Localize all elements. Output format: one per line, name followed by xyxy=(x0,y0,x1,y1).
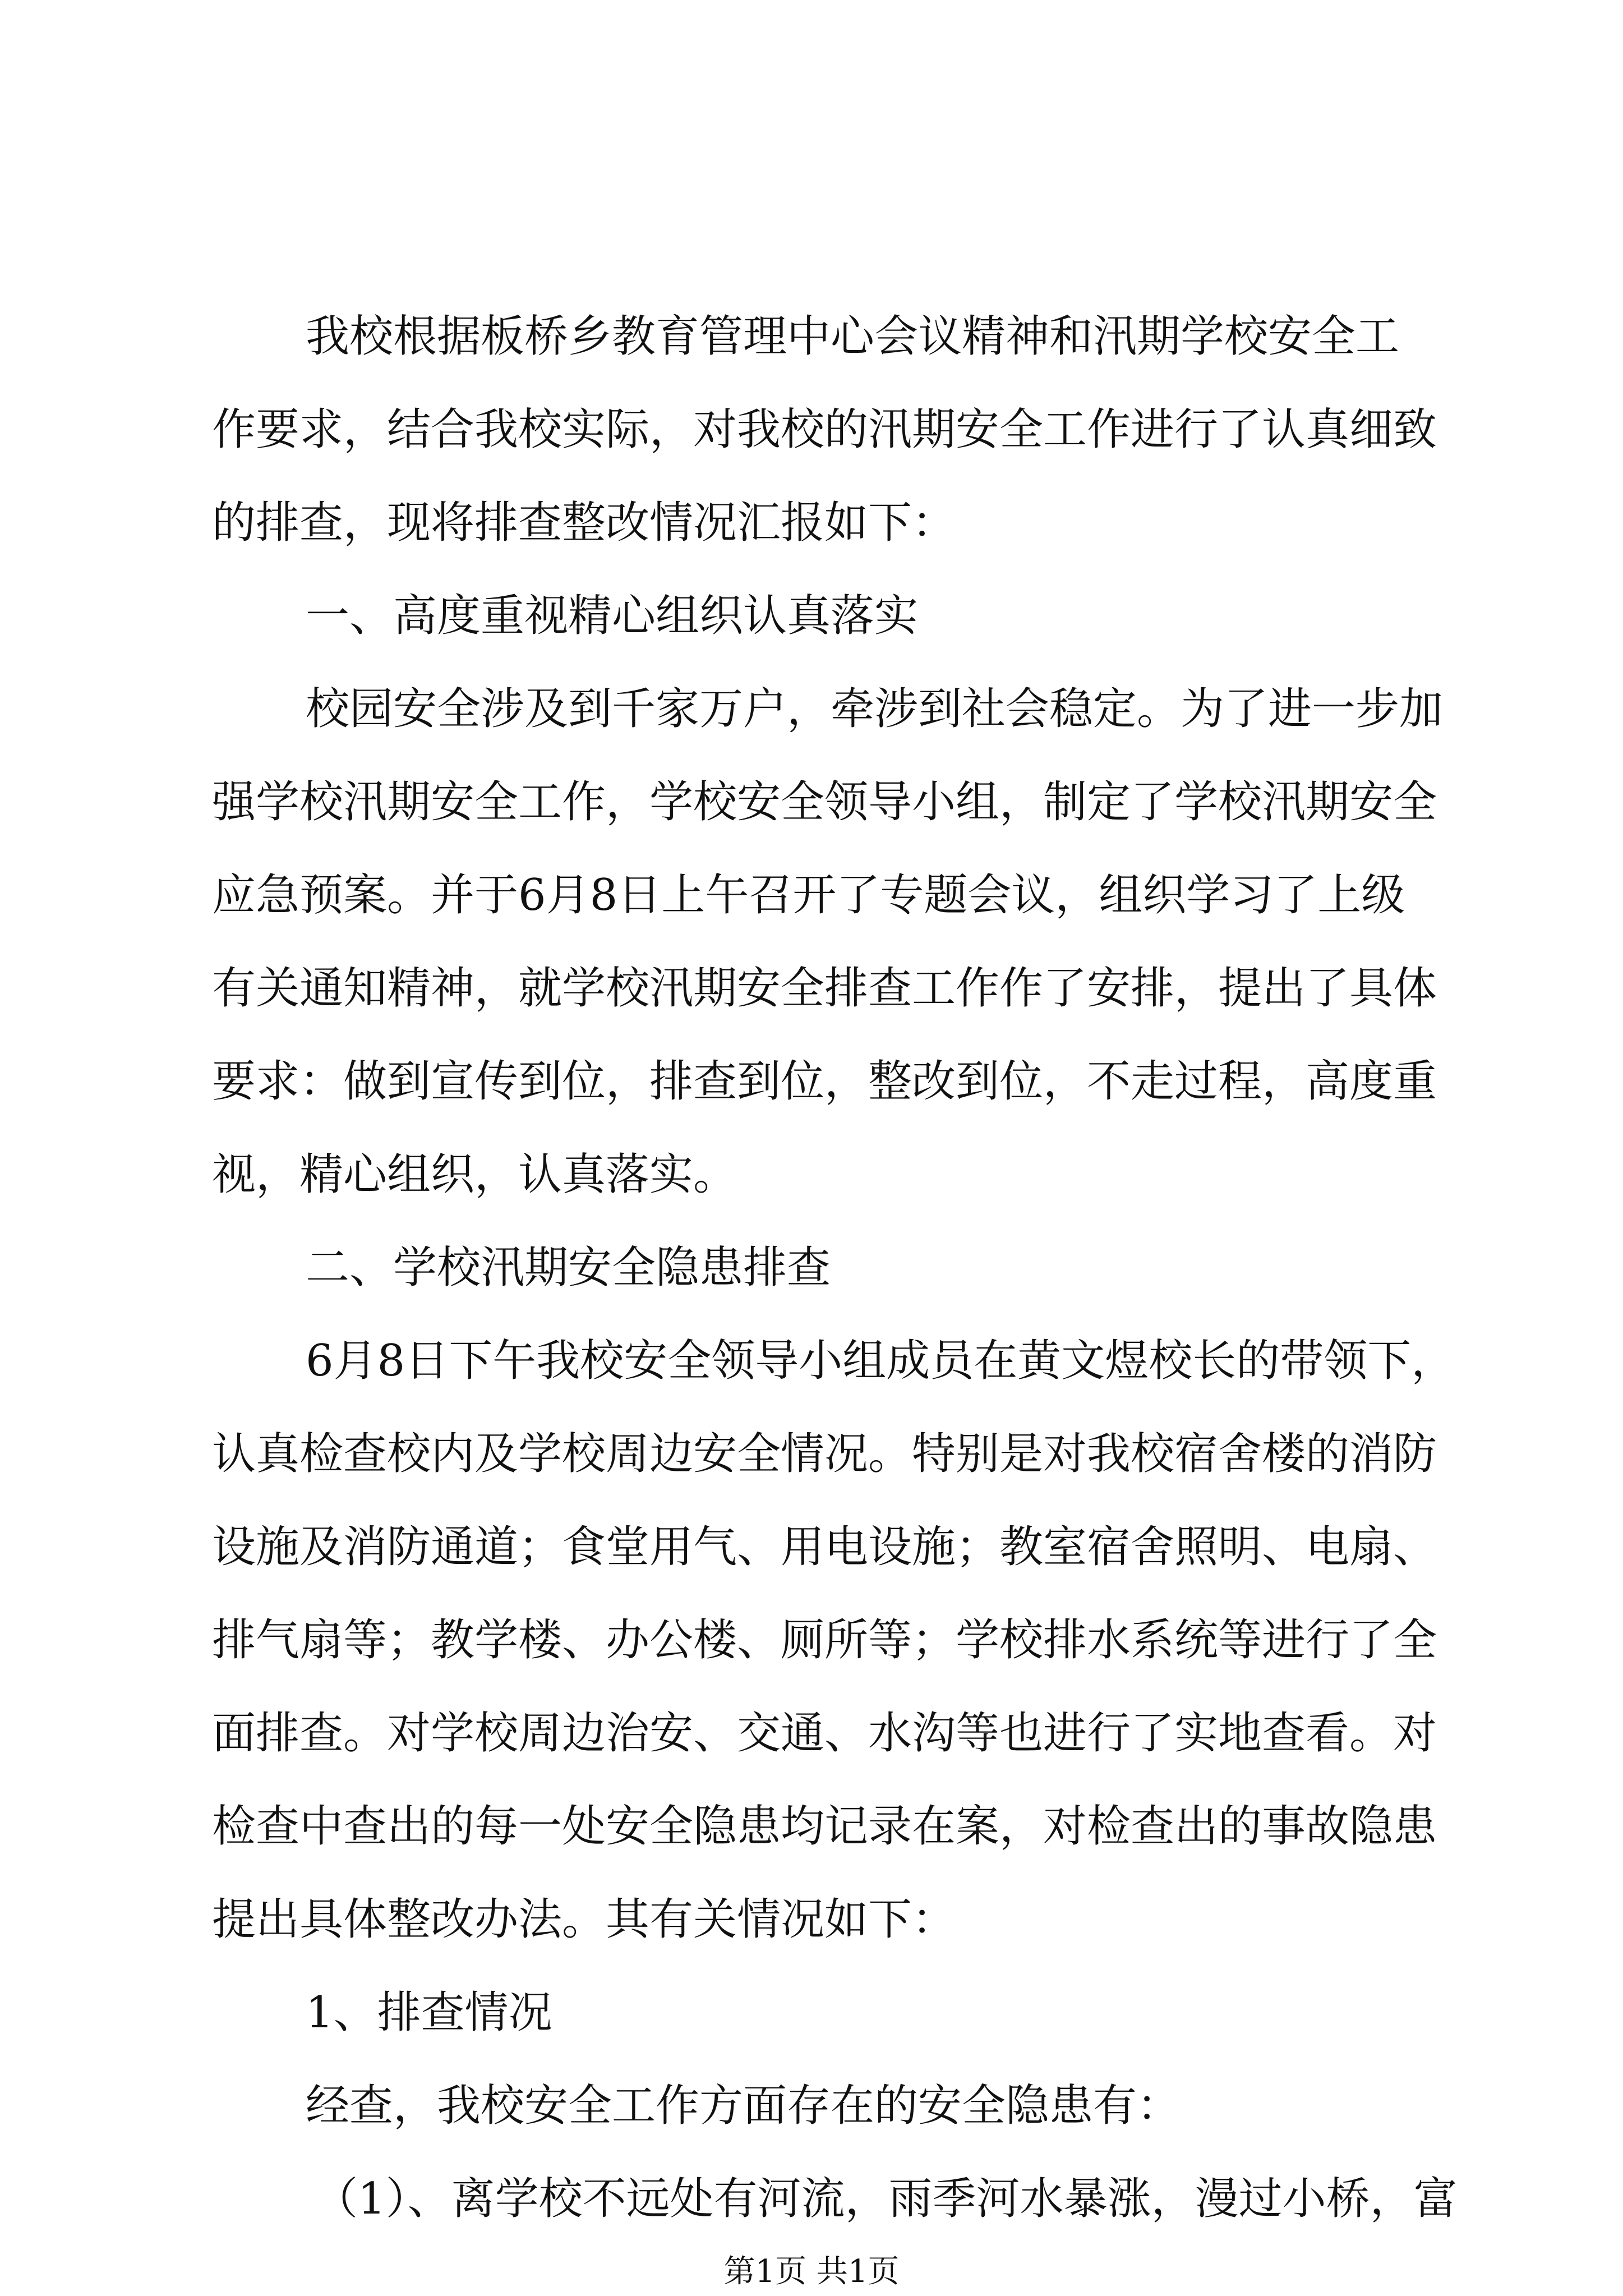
paragraph-line: 我校根据板桥乡教育管理中心会议精神和汛期学校安全工 xyxy=(306,311,1400,362)
paragraph-line: 提出具体整改办法。其有关情况如下： xyxy=(212,1894,956,1945)
paragraph-line: 有关通知精神，就学校汛期安全排查工作作了安排，提出了具体 xyxy=(212,963,1437,1014)
subsection-heading: 1、排查情况 xyxy=(306,1987,552,2038)
paragraph-line: 经查，我校安全工作方面存在的安全隐患有： xyxy=(306,2081,1181,2131)
paragraph-line: 校园安全涉及到千家万户，牵涉到社会稳定。为了进一步加 xyxy=(306,684,1444,734)
paragraph-line: 作要求，结合我校实际，对我校的汛期安全工作进行了认真细致 xyxy=(212,404,1437,455)
paragraph-line: 视，精心组织，认真落实。 xyxy=(212,1149,737,1200)
paragraph-line: 应急预案。并于6月8日上午召开了专题会议，组织学习了上级 xyxy=(212,870,1405,921)
paragraph-line: 面排查。对学校周边治安、交通、水沟等也进行了实地查看。对 xyxy=(212,1708,1437,1759)
paragraph-line: 设施及消防通道；食堂用气、用电设施；教室宿舍照明、电扇、 xyxy=(212,1522,1437,1572)
paragraph-line: 6月8日下午我校安全领导小组成员在黄文煜校长的带领下， xyxy=(306,1336,1455,1386)
paragraph-line: 排气扇等；教学楼、办公楼、厕所等；学校排水系统等进行了全 xyxy=(212,1615,1437,1665)
paragraph-line: 检查中查出的每一处安全隐患均记录在案，对检查出的事故隐患 xyxy=(212,1801,1437,1852)
paragraph-line: 强学校汛期安全工作，学校安全领导小组，制定了学校汛期安全 xyxy=(212,777,1437,827)
section-heading: 二、学校汛期安全隐患排查 xyxy=(306,1243,831,1293)
paragraph-line: 认真检查校内及学校周边安全情况。特别是对我校宿舍楼的消防 xyxy=(212,1429,1437,1479)
section-heading: 一、高度重视精心组织认真落实 xyxy=(306,591,919,641)
page-footer: 第1页 共1页 xyxy=(723,2253,900,2290)
paragraph-line: 要求：做到宣传到位，排查到位，整改到位，不走过程，高度重 xyxy=(212,1056,1437,1107)
list-item: （1）、离学校不远处有河流，雨季河水暴涨，漫过小桥，富 xyxy=(314,2174,1458,2224)
paragraph-line: 的排查，现将排查整改情况汇报如下： xyxy=(212,498,956,548)
